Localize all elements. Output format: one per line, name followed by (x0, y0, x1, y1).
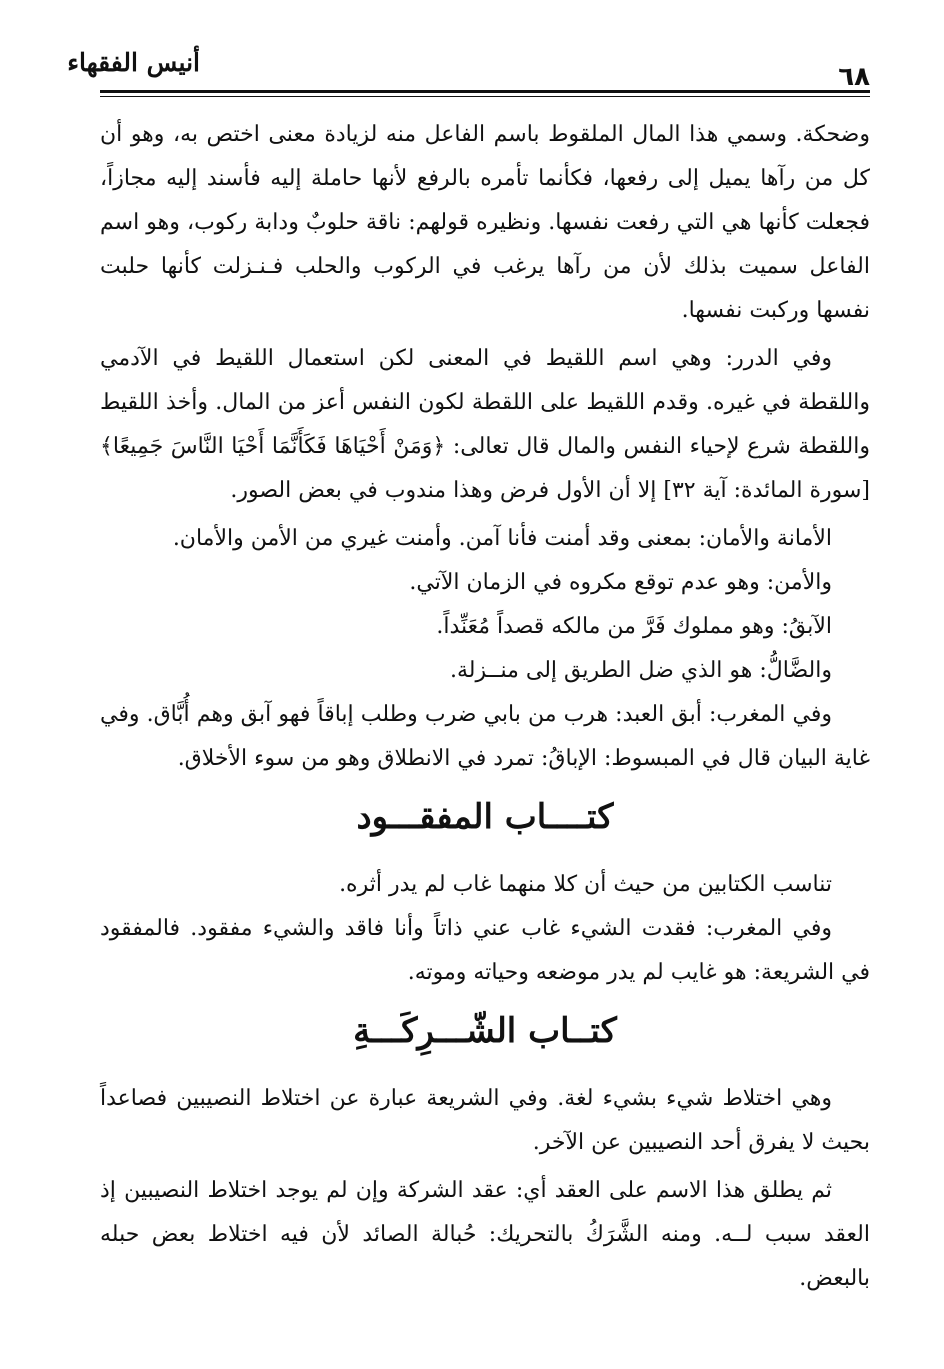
page-number: ٦٨ (838, 62, 870, 92)
paragraph-durar: وفي الدرر: وهي اسم اللقيط في المعنى لكن استعمال اللقيط في الآدمي واللقطة في غيره. وقدم اللقيط على اللقطة لكون النفس أعز من المال. وأخذ اللقيط واللقطة شرع لإحياء النفس والمال قال تعالى: ﴿وَمَنْ أَحْيَاهَا فَكَأَنَّمَا أَحْيَا النَّاسَ جَمِيعًا﴾ [سورة المائدة: آية ٣٢] إلا أن الأول فرض وهذا مندوب في بعض الصور. (100, 346, 870, 503)
definition-abiq: الآبقُ: وهو مملوك فَرَّ من مالكه قصداً مُعَنِّداً. (436, 614, 832, 639)
chapter-heading-shirka: كتــاب الشّـــرِكَـــةِ (353, 1011, 617, 1051)
page-body (100, 113, 870, 1301)
paragraph-shirka-contract: ثم يطلق هذا الاسم على العقد أي: عقد الشركة وإن لم يوجد اختلاط النصيبين إذ العقد سبب لــه. ومنه الشَّرَكُ بالتحريك: حُبالة الصائد لأن فيه اختلاط بعض حبله بالبعض. (100, 1178, 870, 1291)
header-rule-thick (100, 90, 870, 93)
header-rule-thin (100, 96, 870, 97)
chapter-heading-mafqud: كتــــاب المفقـــود (356, 797, 614, 837)
running-header-title: أنيس الفقهاء (67, 48, 200, 77)
paragraph-luqata-naming: وضحكة. وسمي هذا المال الملقوط باسم الفاعل منه لزيادة معنى اختص به، وهو أن كل من رآها يميل إلى رفعها، فكأنما تأمره بالرفع لأنها حاملة إليه فأسند إليه مجازاً، فجعلت كأنها هي التي رفعت نفسها. ونظيره قولهم: ناقة حلوبٌ ودابة ركوب، وهو اسم الفاعل سميت بذلك لأن من رآها يرغب في الركوب والحلب فـنـزلت كأنها حلبت نفسها وركبت نفسها. (100, 122, 870, 323)
definition-dall: والضَّالُّ: هو الذي ضل الطريق إلى منــزلة. (449, 658, 832, 683)
paragraph-mughrib-ibaq: وفي المغرب: أبق العبد: هرب من بابي ضرب وطلب إباقاً فهو آبق وهم أُبَّاق. وفي غاية البيان قال في المبسوط: الإباقُ: تمرد في الانطلاق وهو من سوء الأخلاق. (100, 702, 870, 771)
paragraph-shirka-definition: وهي اختلاط شيء بشيء لغة. وفي الشريعة عبارة عن اختلاط النصيبين فصاعداً بحيث لا يفرق أحد النصيبين عن الآخر. (100, 1086, 870, 1155)
definition-amn: والأمن: وهو عدم توقع مكروه في الزمان الآتي. (409, 570, 832, 595)
running-header (67, 48, 870, 92)
paragraph-mafqud-definition: وفي المغرب: فقدت الشيء غاب عني ذاتاً وأنا فاقد والشيء مفقود. فالمفقود في الشريعة: هو غايب لم يدر موضعه وحياته وموته. (100, 916, 870, 985)
paragraph-mafqud-relation: تناسب الكتابين من حيث أن كلا منهما غاب لم يدر أثره. (339, 872, 832, 897)
book-page (67, 48, 870, 1305)
definition-amana: الأمانة والأمان: بمعنى وقد أمنت فأنا آمن. وأمنت غيري من الأمن والأمان. (172, 526, 832, 551)
